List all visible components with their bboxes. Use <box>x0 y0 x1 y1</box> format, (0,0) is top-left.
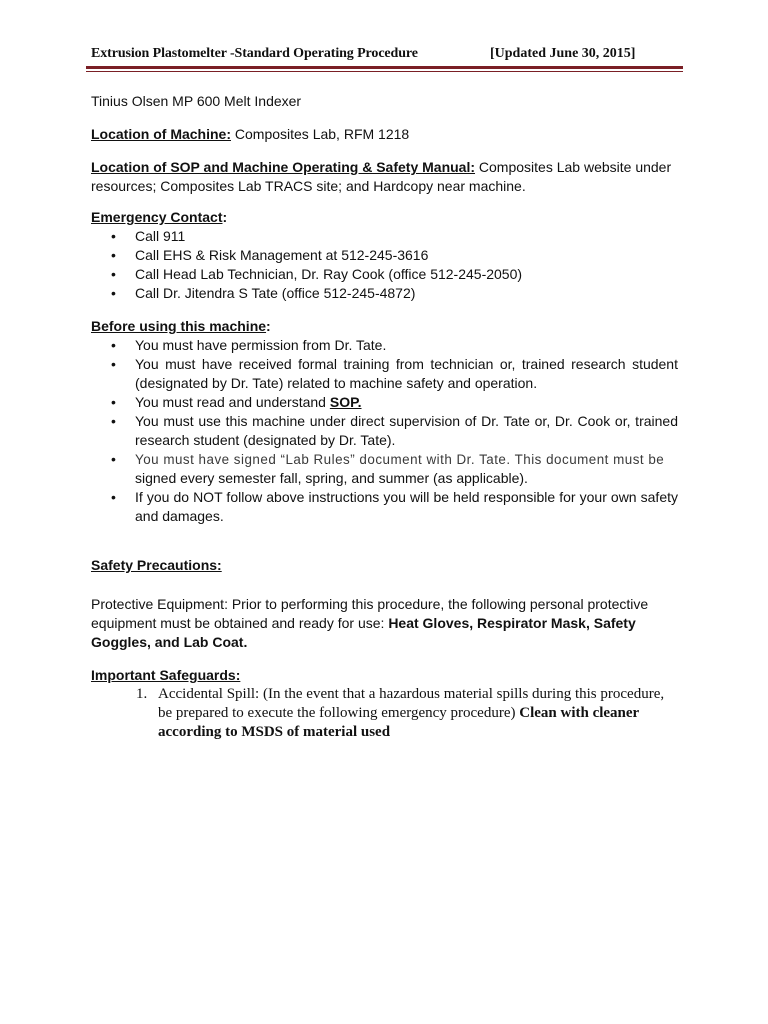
protective-equipment-text: Protective Equipment: Prior to performing this procedure, the following personal protective equipment must be obtained and ready for use: <box>91 596 649 631</box>
before-item-5-line1: You must have signed “Lab Rules” document with Dr. Tate. This document must be <box>135 452 665 467</box>
safety-precautions-label: Safety Precautions: <box>91 557 222 573</box>
list-item <box>91 685 678 742</box>
location-of-machine-value: Composites Lab, RFM 1218 <box>231 126 410 142</box>
location-of-machine <box>91 125 678 144</box>
list-item <box>91 265 678 284</box>
header-rule-thick <box>86 66 683 69</box>
emergency-contact-list <box>91 227 678 303</box>
important-safeguards-heading <box>91 666 678 685</box>
list-item <box>91 393 678 412</box>
before-item-3-prefix: You must read and understand <box>135 394 330 410</box>
bullet-icon: • <box>111 285 116 301</box>
before-item-2: You must have received formal training from technician or, trained research student (designated by Dr. Tate) related to machine safety and operation. <box>135 356 678 391</box>
bullet-icon: • <box>111 247 116 263</box>
header-updated-date: [Updated June 30, 2015] <box>490 46 636 61</box>
bullet-icon: • <box>111 356 116 372</box>
protective-equipment-paragraph <box>91 595 678 652</box>
list-item <box>91 355 678 393</box>
emergency-item-1: Call 911 <box>135 228 186 244</box>
before-item-1: You must have permission from Dr. Tate. <box>135 337 387 353</box>
bullet-icon: • <box>111 228 116 244</box>
bullet-icon: • <box>111 451 116 467</box>
sop-link[interactable]: SOP. <box>329 394 362 410</box>
list-item <box>91 246 678 265</box>
emergency-contact-label: Emergency Contact <box>91 209 223 225</box>
machine-name: Tinius Olsen MP 600 Melt Indexer <box>91 93 302 109</box>
emergency-contact-colon: : <box>222 209 228 225</box>
location-of-machine-label: Location of Machine: <box>91 126 231 142</box>
bullet-icon: • <box>111 337 116 353</box>
list-item <box>91 284 678 303</box>
safety-precautions-heading <box>91 556 678 575</box>
bullet-icon: • <box>111 394 116 410</box>
location-of-sop-value: Composites Lab website under resources; Composites Lab TRACS site; and Hardcopy near machine. <box>91 159 672 194</box>
document-body <box>91 92 678 742</box>
list-item <box>91 450 678 488</box>
bullet-icon: • <box>111 413 116 429</box>
list-item <box>91 412 678 450</box>
safeguards-list <box>91 685 678 742</box>
before-using-label: Before using this machine <box>91 318 267 334</box>
bullet-icon: • <box>111 489 116 505</box>
before-item-6: If you do NOT follow above instructions you will be held responsible for your own safety and damages. <box>135 489 678 524</box>
safeguard-1-text: Accidental Spill: (In the event that a hazardous material spills during this procedure, be prepared to execute the following emergency procedure) <box>158 686 665 721</box>
safeguard-number: 1. <box>136 686 148 702</box>
location-of-sop-label: Location of SOP and Machine Operating & Safety Manual: <box>91 159 476 175</box>
before-item-4: You must use this machine under direct supervision of Dr. Tate or, Dr. Cook or, trained research student (designated by Dr. Tate). <box>135 413 678 448</box>
header-title: Extrusion Plastomelter -Standard Operating Procedure <box>91 46 418 61</box>
list-item <box>91 227 678 246</box>
safeguard-1-action: Clean with cleaner according to MSDS of material used <box>158 705 639 740</box>
emergency-contact-heading <box>91 208 678 227</box>
emergency-item-4: Call Dr. Jitendra S Tate (office 512-245-4872) <box>135 285 416 301</box>
before-item-5-line2: signed every semester fall, spring, and summer (as applicable). <box>135 470 528 486</box>
before-using-heading <box>91 317 678 336</box>
emergency-item-2: Call EHS & Risk Management at 512-245-3616 <box>135 247 429 263</box>
list-item <box>91 336 678 355</box>
bullet-icon: • <box>111 266 116 282</box>
location-of-sop <box>91 158 678 196</box>
before-using-list <box>91 336 678 526</box>
important-safeguards-label: Important Safeguards: <box>91 667 241 683</box>
emergency-item-3: Call Head Lab Technician, Dr. Ray Cook (office 512-245-2050) <box>135 266 523 282</box>
list-item <box>91 488 678 526</box>
before-using-colon: : <box>266 318 271 334</box>
protective-equipment-list: Heat Gloves, Respirator Mask, Safety Goggles, and Lab Coat. <box>91 615 636 650</box>
header-rule-thin <box>86 71 683 72</box>
